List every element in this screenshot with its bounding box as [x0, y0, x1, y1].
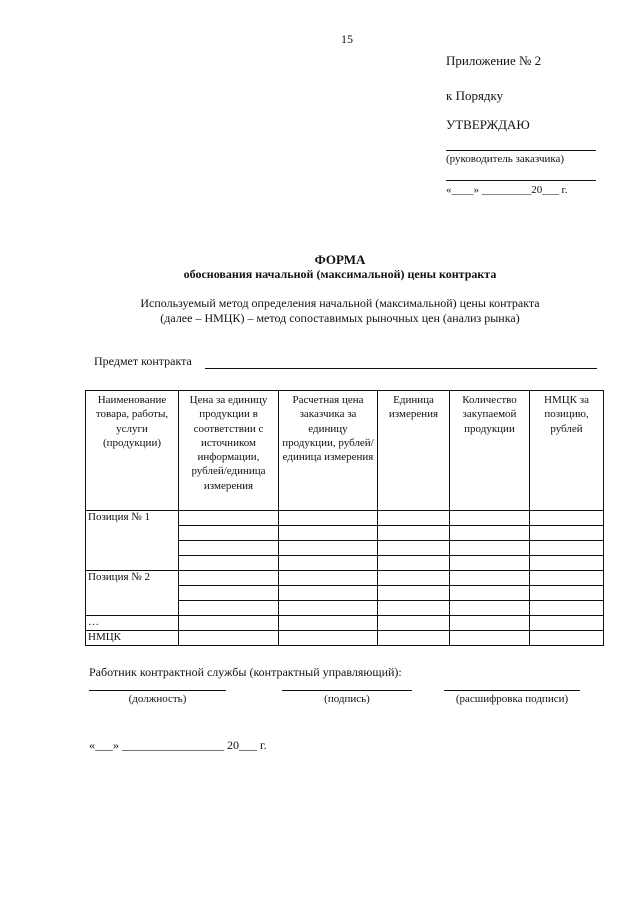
ellipsis-row-label: …: [86, 616, 179, 631]
signature-date: «___» _________________ 20___ г.: [89, 738, 267, 752]
header-item-name: Наименование товара, работы, услуги (продукции): [86, 391, 179, 511]
header-unit: Единица измерения: [378, 391, 450, 511]
table-row: [86, 616, 604, 631]
sign-line: [282, 690, 412, 691]
head-caption: (руководитель заказчика): [446, 153, 565, 165]
decode-line: [444, 690, 580, 691]
head-name-line: [446, 180, 596, 181]
header-nmck-position: НМЦК за позицию, рублей: [530, 391, 604, 511]
approval-date: «____» _________20___ г.: [446, 184, 568, 196]
table-row: [86, 571, 604, 586]
form-title: ФОРМА: [314, 252, 366, 267]
order-reference: к Порядку: [446, 88, 504, 103]
method-line-1: Используемый метод определения начальной (максимальной) цены контракта: [140, 296, 540, 310]
header-source-price: Цена за единицу продукции в соответствии с источником информации, рублей/единица измерения: [179, 391, 279, 511]
price-table: [85, 390, 604, 646]
decode-caption: (расшифровка подписи): [455, 693, 569, 705]
method-line-2: (далее – НМЦК) – метод сопоставимых рыночных цен (анализ рынка): [160, 311, 520, 325]
head-signature-line: [446, 150, 596, 151]
page-number: 15: [341, 32, 353, 46]
sign-caption: (подпись): [324, 693, 370, 705]
position-2-label: Позиция № 2: [86, 571, 179, 616]
header-customer-price: Расчетная цена заказчика за единицу продукции, рублей/единица измерения: [279, 391, 378, 511]
approved-label: УТВЕРЖДАЮ: [446, 117, 530, 132]
subject-label: Предмет контракта: [94, 354, 192, 368]
total-label: НМЦК: [86, 631, 179, 646]
table-row: [86, 511, 604, 526]
form-subtitle: обоснования начальной (максимальной) цены контракта: [183, 267, 497, 281]
appendix-label: Приложение № 2: [446, 53, 542, 68]
subject-line: [205, 368, 597, 369]
position-1-label: Позиция № 1: [86, 511, 179, 571]
worker-label: Работник контрактной службы (контрактный управляющий):: [89, 665, 402, 679]
position-caption: (должность): [128, 693, 187, 705]
position-line: [89, 690, 226, 691]
total-row: [86, 631, 604, 646]
header-quantity: Количество закупаемой продукции: [450, 391, 530, 511]
